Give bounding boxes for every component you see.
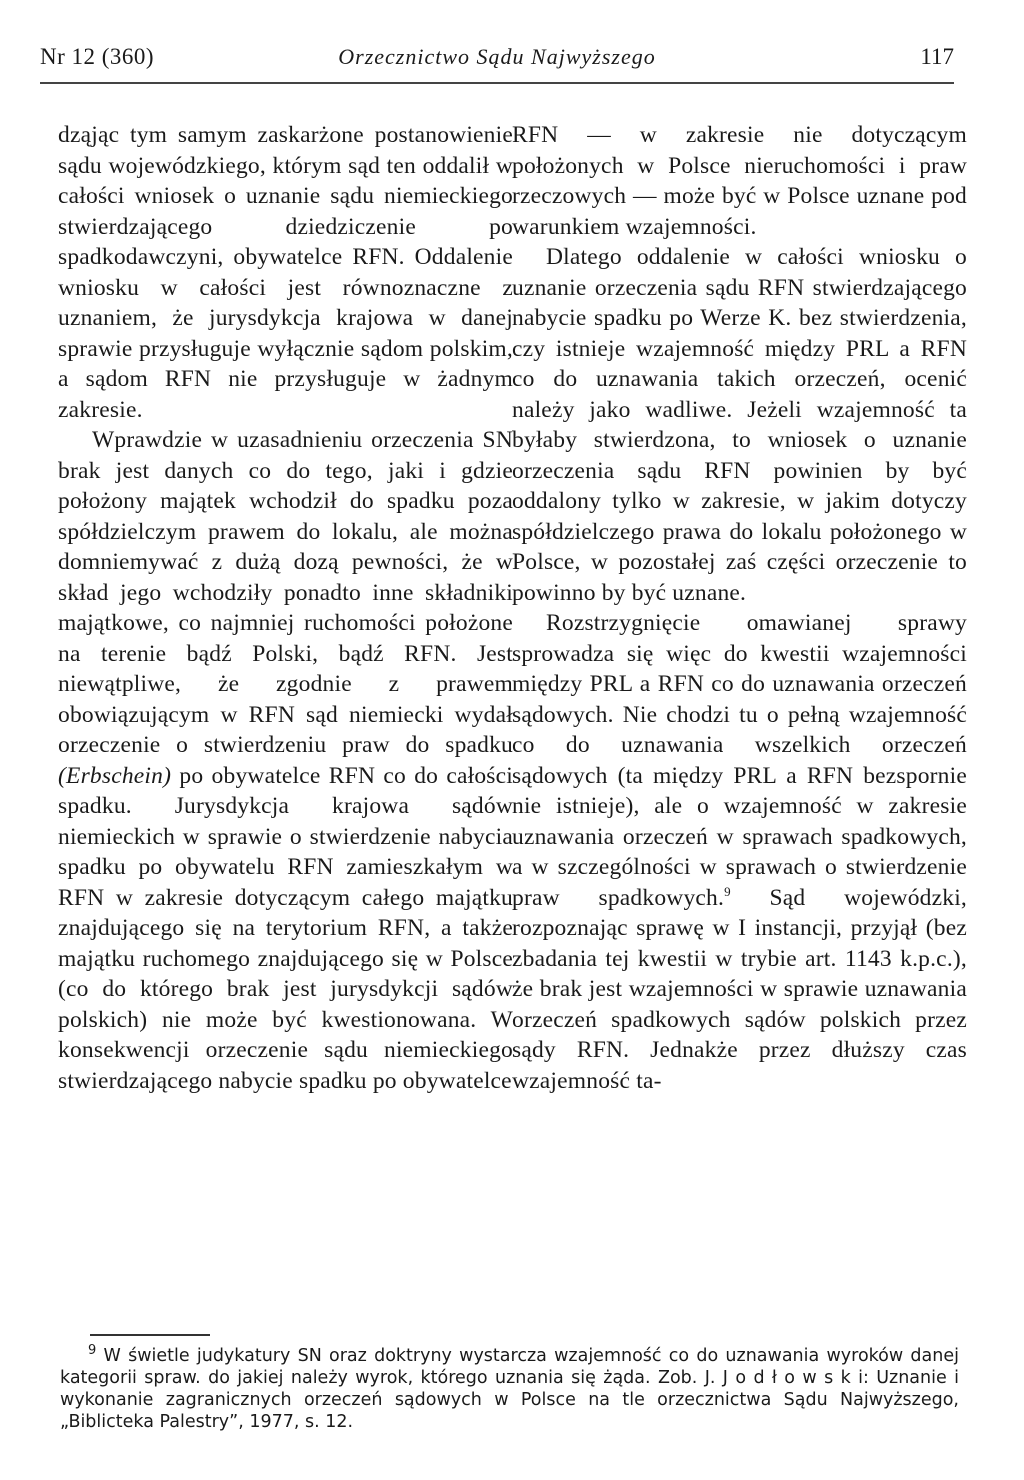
footnote-reference[interactable]: 9	[724, 883, 731, 899]
text-run: po obywatelce RFN co do całości spadku. Jurysdykcja krajowa sądów niemieckich w sprawie o stwierdzenie nabycia spadku po obywatelu RFN zamieszkałym w RFN w zakresie dotyczącym całego majątku znajdującego się na terytorium RFN, a także majątku ruchomego znajdującego się w Polsce (co do którego brak jest jurysdykcji sądów polskich) nie może być kwestionowana. W konsekwencji orzeczenie sądu niemieckiego stwierdzającego nabycie spadku po obywatelce	[58, 762, 513, 1094]
footnote-rule	[90, 1334, 210, 1336]
running-title: Orzecznictwo Sądu Najwyższego	[338, 44, 656, 69]
paragraph: RFN — w zakresie nie dotyczącym położonych w Polsce nieruchomości i praw rzeczowych — może być w Polsce uznane pod warunkiem wzajemności.	[512, 122, 967, 240]
paragraph	[58, 425, 513, 1096]
issue-number: Nr 12 (360)	[40, 44, 155, 69]
footnote	[60, 1345, 959, 1433]
page-header	[40, 40, 954, 80]
text-run: Wprawdzie w uzasadnieniu orzeczenia SN brak jest danych co do tego, jaki i gdzie położony majątek wchodził do spadku poza spółdzielczym prawem do lokalu, ale można domniemywać z dużą dozą pewności, że w skład jego wchodziły ponadto inne składniki majątkowe, co najmniej ruchomości położone na terenie bądź Polski, bądź RFN. Jest niewątpliwe, że zgodnie z prawem obowiązującym w RFN sąd niemiecki wydał orzeczenie o stwierdzeniu praw do spadku	[58, 427, 513, 758]
text-run: Sąd wojewódzki, rozpoznając sprawę w I instancji, przyjął (bez zbadania tej kwestii w trybie art. 1143 k.p.c.), że brak jest wzajemności w sprawie uznawania orzeczeń spadkowych sądów polskich przez sądy RFN. Jednakże przez dłuższy czas wzajemność ta-	[512, 884, 968, 1094]
footnote-marker: 9	[88, 1343, 97, 1359]
page-number: 117	[920, 44, 954, 69]
right-column	[512, 120, 967, 1096]
italic-term: (Erbschein)	[58, 762, 172, 789]
footnote-paragraph	[60, 1345, 959, 1433]
footnote-text: W świetle judykatury SN oraz doktryny wystarcza wzajemność co do uznawania wyroków danej kategorii spraw. do jakiej należy wyrok, którego uznania się żąda. Zob. J. J o d ł o w s k i: Uznanie i wykonanie zagranicznych orzeczeń sądowych w Polsce na tle orzecznictwa Sądu Najwyższego, „Biblicteka Palestry”, 1977, s. 12.	[60, 1346, 959, 1432]
paragraph: Dlatego oddalenie w całości wniosku o uznanie orzeczenia sądu RFN stwierdzającego nabycie spadku po Werze K. bez stwierdzenia, czy istnieje wzajemność między PRL a RFN co do uznawania takich orzeczeń, ocenić należy jako wadliwe. Jeżeli wzajemność ta byłaby stwierdzona, to wniosek o uznanie orzeczenia sądu RFN powinien by być oddalony tylko w zakresie, w jakim dotyczy spółdzielczego prawa do lokalu położonego w Polsce, w pozostałej zaś części orzeczenie to powinno by być uznane.	[512, 244, 967, 606]
left-column	[58, 120, 513, 1096]
paragraph	[512, 608, 967, 1096]
paragraph: dząjąc tym samym zaskarżone postanowienie sądu wojewódzkiego, którym sąd ten oddalił w całości wniosek o uznanie sądu niemieckiego stwierdzającego dziedziczenie po spadkodawczyni, obywatelce RFN. Oddalenie wniosku w całości jest równoznaczne z uznaniem, że jurysdykcja krajowa w danej sprawie przysługuje wyłącznie sądom polskim, a sądom RFN nie przysługuje w żadnym zakresie.	[58, 122, 513, 423]
header-rule	[40, 82, 954, 84]
text-run: Rozstrzygnięcie omawianej sprawy sprowadza się więc do kwestii wzajemności między PRL a RFN co do uznawania orzeczeń sądowych. Nie chodzi tu o pełną wzajemność co do uznawania wszelkich orzeczeń sądowych (ta między PRL a RFN bezspornie nie istnieje), ale o wzajemność w zakresie uznawania orzeczeń w sprawach spadkowych, a w szczególności w sprawach o stwierdzenie praw spadkowych.	[512, 610, 967, 911]
